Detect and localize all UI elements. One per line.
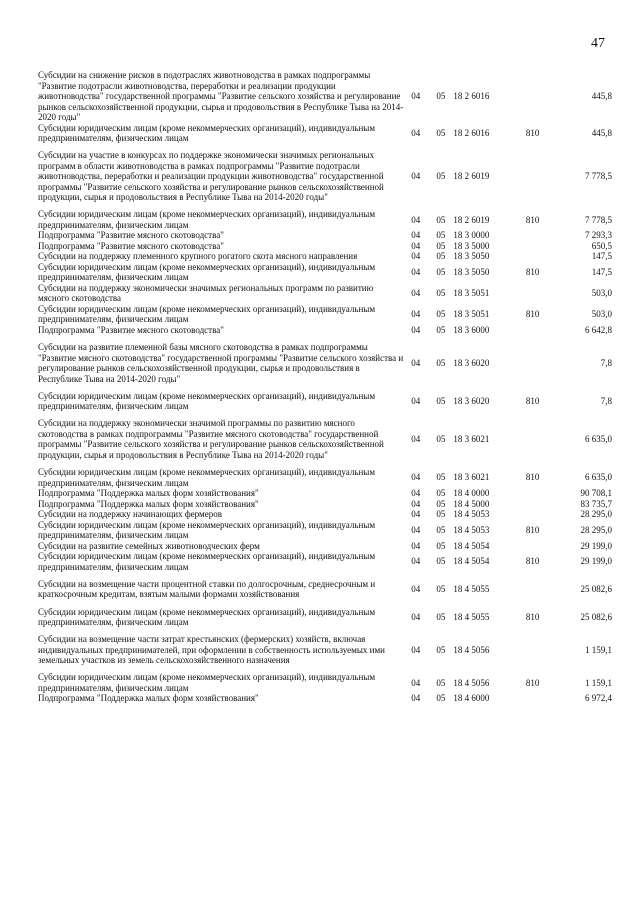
row-section-code: 04 [411, 214, 421, 225]
row-subsection-code: 05 [436, 309, 446, 320]
row-subsection-code: 05 [436, 498, 446, 509]
row-amount: 147,5 [591, 267, 612, 278]
row-section-code: 04 [411, 91, 421, 101]
row-section-code: 04 [411, 434, 421, 445]
row-amount: 445,8 [591, 127, 612, 138]
row-subsection-code: 05 [436, 267, 446, 278]
row-expense-type-code [518, 150, 547, 203]
row-expense-type-code: 810 [525, 472, 540, 483]
row-subsection-code: 05 [436, 240, 446, 251]
row-subsection-code: 05 [436, 171, 446, 182]
row-name: Субсидии юридическим лицам (кроме некоммерческих организаций), индивидуальным предпринимателям, физическим лицам [38, 606, 376, 627]
row-target-article-code: 18 3 6021 [453, 434, 490, 445]
row-target-article-code: 18 4 5056 [453, 677, 490, 688]
table-row [38, 342, 612, 384]
row-target-article-code: 18 4 5054 [453, 556, 490, 567]
row-spacer-cell [38, 628, 612, 635]
row-subsection-code: 05 [436, 127, 446, 138]
row-expense-type-code [518, 499, 547, 510]
row-amount: 28 295,0 [580, 524, 612, 535]
row-target-article-code: 18 4 5054 [453, 540, 490, 551]
row-subsection-code: 05 [436, 584, 446, 595]
table-row [38, 693, 612, 704]
row-amount: 29 199,0 [580, 540, 612, 551]
row-expense-type-code [518, 579, 547, 600]
table-row [38, 418, 612, 460]
row-name: Субсидии юридическим лицам (кроме некоммерческих организаций), индивидуальным предпринимателям, физическим лицам [38, 303, 376, 325]
row-name: Субсидии юридическим лицам (кроме некоммерческих организаций), индивидуальным предпринимателям, физическим лицам [38, 390, 376, 412]
row-target-article-code: 18 2 6019 [453, 214, 490, 225]
row-amount: 25 082,6 [580, 584, 612, 595]
row-amount: 25 082,6 [580, 611, 612, 622]
row-section-code: 04 [411, 498, 421, 509]
row-amount: 503,0 [591, 309, 612, 320]
row-name: Подпрограмма "Поддержка малых форм хозяйствования" [38, 693, 259, 704]
row-name: Субсидии юридическим лицам (кроме некоммерческих организаций), индивидуальным предпринимателям, физическим лицам [38, 209, 376, 230]
row-spacer [38, 460, 612, 467]
row-amount: 6 635,0 [585, 472, 612, 483]
table-row [38, 467, 612, 488]
row-expense-type-code: 810 [525, 127, 540, 138]
row-target-article-code: 18 4 5056 [453, 644, 490, 655]
row-section-code: 04 [411, 127, 421, 138]
table-row [38, 70, 612, 123]
row-section-code: 04 [411, 309, 421, 320]
budget-table [38, 70, 612, 704]
table-row [38, 209, 612, 230]
row-subsection-code: 05 [436, 472, 446, 483]
row-spacer-cell [38, 384, 612, 391]
table-row [38, 551, 612, 572]
table-row [38, 488, 612, 499]
row-name: Субсидии на поддержку экономически значимых региональных программ по развитию мясного скотоводства [38, 282, 374, 304]
table-row [38, 579, 612, 600]
row-spacer-cell [38, 203, 612, 210]
row-amount: 6 635,0 [585, 434, 612, 445]
row-section-code: 04 [411, 524, 421, 535]
row-expense-type-code [518, 325, 547, 336]
row-spacer-cell [38, 412, 612, 419]
row-target-article-code: 18 4 5053 [453, 509, 490, 520]
row-amount: 28 295,0 [580, 509, 612, 520]
row-expense-type-code [518, 418, 547, 460]
row-name: Субсидии юридическим лицам (кроме некоммерческих организаций), индивидуальным предпринимателям, физическим лицам [38, 551, 376, 572]
row-spacer [38, 666, 612, 673]
row-name: Субсидии на поддержку племенного крупного рогатого скота мясного направления [38, 251, 358, 262]
row-subsection-code: 05 [436, 540, 446, 551]
row-expense-type-code: 810 [525, 309, 540, 320]
row-target-article-code: 18 4 5055 [453, 584, 490, 595]
row-target-article-code: 18 3 6021 [453, 472, 490, 483]
row-section-code: 04 [411, 267, 421, 278]
row-target-article-code: 18 4 6000 [453, 693, 490, 704]
row-amount: 7,8 [600, 396, 612, 406]
row-amount: 7 778,5 [585, 171, 612, 182]
row-target-article-code: 18 3 5050 [453, 251, 490, 262]
row-name: Субсидии юридическим лицам (кроме некоммерческих организаций), индивидуальным предпринимателям, физическим лицам [38, 672, 376, 693]
table-row [38, 541, 612, 552]
row-name: Субсидии юридическим лицам (кроме некоммерческих организаций), индивидуальным предпринимателям, физическим лицам [38, 519, 376, 541]
page-number: 47 [591, 36, 605, 51]
row-expense-type-code: 810 [525, 677, 540, 688]
row-subsection-code: 05 [436, 488, 446, 499]
row-name: Субсидии на возмещение части процентной ставки по долгосрочным, среднесрочным и краткосрочным кредитам, взятым малыми формами хозяйствования [38, 578, 376, 600]
row-amount: 445,8 [591, 91, 612, 101]
row-spacer-cell [38, 335, 612, 342]
row-name: Подпрограмма "Развитие мясного скотоводства" [38, 324, 224, 335]
row-subsection-code: 05 [436, 611, 446, 622]
row-expense-type-code: 810 [525, 267, 540, 278]
table-row [38, 325, 612, 336]
row-subsection-code: 05 [436, 677, 446, 688]
row-name: Подпрограмма "Развитие мясного скотоводства" [38, 230, 224, 241]
row-spacer [38, 628, 612, 635]
row-spacer-cell [38, 600, 612, 607]
row-section-code: 04 [411, 324, 421, 335]
row-expense-type-code [518, 634, 547, 666]
row-target-article-code: 18 3 0000 [453, 230, 490, 241]
row-target-article-code: 18 3 5051 [453, 309, 490, 320]
row-subsection-code: 05 [436, 434, 446, 445]
row-spacer [38, 600, 612, 607]
row-target-article-code: 18 3 6020 [453, 357, 490, 368]
row-spacer [38, 384, 612, 391]
budget-table-body [38, 70, 612, 704]
table-row [38, 241, 612, 252]
row-section-code: 04 [411, 693, 421, 704]
row-section-code: 04 [411, 677, 421, 688]
table-row [38, 672, 612, 693]
table-row [38, 304, 612, 325]
row-expense-type-code [518, 230, 547, 241]
row-expense-type-code: 810 [525, 611, 540, 622]
row-section-code: 04 [411, 171, 421, 182]
row-subsection-code: 05 [436, 556, 446, 567]
table-row [38, 150, 612, 203]
row-target-article-code: 18 3 6020 [453, 396, 490, 406]
row-subsection-code: 05 [436, 214, 446, 225]
row-section-code: 04 [411, 644, 421, 655]
row-expense-type-code [518, 693, 547, 704]
row-section-code: 04 [411, 509, 421, 520]
row-expense-type-code [518, 283, 547, 304]
row-section-code: 04 [411, 611, 421, 622]
row-amount: 83 735,7 [580, 498, 612, 509]
row-target-article-code: 18 3 5000 [453, 240, 490, 251]
row-name: Субсидии юридическим лицам (кроме некоммерческих организаций), индивидуальным предпринимателям, физическим лицам [38, 261, 376, 283]
row-target-article-code: 18 4 5055 [453, 611, 490, 622]
row-name: Подпрограмма "Поддержка малых форм хозяйствования" [38, 498, 259, 509]
row-subsection-code: 05 [436, 396, 446, 406]
row-spacer-cell [38, 144, 612, 151]
row-expense-type-code [518, 541, 547, 552]
row-spacer-cell [38, 460, 612, 467]
row-target-article-code: 18 3 6000 [453, 324, 490, 335]
row-subsection-code: 05 [436, 91, 446, 101]
table-row [38, 509, 612, 520]
row-section-code: 04 [411, 488, 421, 499]
row-amount: 29 199,0 [580, 556, 612, 567]
table-row [38, 520, 612, 541]
row-amount: 650,5 [591, 240, 612, 251]
row-section-code: 04 [411, 556, 421, 567]
row-name: Субсидии на развитие племенной базы мясного скотоводства в рамках подпрограммы "Развитие мясного скотоводства" государственной программы "Развитие сельского хозяйства и регулирование рынков сельскохозяйственной продукции, сырья и продовольствия в Республике Тыва на 2014-2020 годы" [38, 342, 404, 384]
row-name: Субсидии на участие в конкурсах по поддержке экономически значимых региональных программ в области животноводства в рамках подпрограммы "Развитие подотрасли животноводства, переработки и реализации продукции животноводства" государственной программы "Развитие сельского хозяйства и регулирование рынков сельскохозяйственной продукции, сырья и продовольствия в Республике Тыва на 2014-2020 годы" [38, 150, 384, 203]
row-subsection-code: 05 [436, 509, 446, 520]
row-section-code: 04 [411, 288, 421, 299]
row-target-article-code: 18 3 5051 [453, 288, 490, 299]
row-name: Субсидии на поддержку начинающих фермеров [38, 509, 222, 520]
row-amount: 503,0 [591, 288, 612, 299]
row-spacer [38, 412, 612, 419]
row-spacer [38, 144, 612, 151]
row-name: Субсидии на снижение рисков в подотраслях животноводства в рамках подпрограммы "Развитие подотрасли животноводства, переработки и реализации продукции животноводства" государственной программы "Развитие сельского хозяйства и регулирование рынков сельскохозяйственной продукции, сырья и продовольствия в Республике Тыва на 2014-2020 годы" [38, 70, 404, 122]
table-row [38, 499, 612, 510]
table-row [38, 283, 612, 304]
row-spacer [38, 335, 612, 342]
row-name: Субсидии на развитие семейных животноводческих ферм [38, 540, 260, 551]
row-subsection-code: 05 [436, 324, 446, 335]
row-target-article-code: 18 4 5000 [453, 498, 490, 509]
row-target-article-code: 18 2 6016 [453, 91, 490, 101]
table-row [38, 607, 612, 628]
row-name: Субсидии на поддержку экономически значимой программы по развитию мясного скотоводства в рамках подпрограммы "Развитие мясного скотоводства" государственной программы "Развитие сельского хозяйства и регулирование рынков сельскохозяйственной продукции, сырья и продовольствия в Республике Тыва на 2014-2020 годы" [38, 418, 384, 460]
table-row [38, 634, 612, 666]
row-amount: 7 778,5 [585, 214, 612, 225]
row-subsection-code: 05 [436, 251, 446, 262]
row-subsection-code: 05 [436, 230, 446, 241]
row-name: Подпрограмма "Развитие мясного скотоводства" [38, 240, 224, 251]
row-amount: 1 159,1 [585, 644, 612, 655]
row-spacer [38, 572, 612, 579]
row-expense-type-code: 810 [525, 556, 540, 567]
row-amount: 90 708,1 [580, 488, 612, 499]
row-expense-type-code [518, 70, 547, 123]
row-section-code: 04 [411, 230, 421, 241]
row-subsection-code: 05 [436, 288, 446, 299]
row-amount: 7,8 [600, 357, 612, 368]
row-subsection-code: 05 [436, 644, 446, 655]
row-subsection-code: 05 [436, 693, 446, 704]
row-target-article-code: 18 4 0000 [453, 488, 490, 499]
row-amount: 6 642,8 [585, 324, 612, 335]
table-row [38, 262, 612, 283]
row-section-code: 04 [411, 240, 421, 251]
row-section-code: 04 [411, 251, 421, 262]
table-row [38, 123, 612, 144]
row-target-article-code: 18 2 6016 [453, 127, 490, 138]
row-section-code: 04 [411, 584, 421, 595]
row-subsection-code: 05 [436, 357, 446, 368]
table-row [38, 251, 612, 262]
row-spacer [38, 203, 612, 210]
row-target-article-code: 18 2 6019 [453, 171, 490, 182]
row-expense-type-code: 810 [525, 524, 540, 535]
row-target-article-code: 18 3 5050 [453, 267, 490, 278]
row-section-code: 04 [411, 472, 421, 483]
table-row [38, 391, 612, 412]
row-target-article-code: 18 4 5053 [453, 524, 490, 535]
table-row [38, 230, 612, 241]
row-section-code: 04 [411, 540, 421, 551]
row-name: Субсидии на возмещение части затрат крестьянских (фермерских) хозяйств, включая индивидуальных предпринимателей, при оформлении в собственность используемых ими земельных участков из земель сельскохозяйственного назначения [38, 634, 385, 666]
row-expense-type-code [518, 251, 547, 262]
row-amount: 7 293,3 [585, 230, 612, 241]
row-amount: 1 159,1 [585, 677, 612, 688]
row-expense-type-code [518, 241, 547, 252]
row-expense-type-code: 810 [525, 396, 540, 406]
row-name: Субсидии юридическим лицам (кроме некоммерческих организаций), индивидуальным предпринимателям, физическим лицам [38, 467, 376, 488]
row-section-code: 04 [411, 357, 421, 368]
row-amount: 6 972,4 [585, 693, 612, 704]
row-expense-type-code [518, 509, 547, 520]
row-expense-type-code [518, 342, 547, 384]
row-subsection-code: 05 [436, 524, 446, 535]
row-name: Субсидии юридическим лицам (кроме некоммерческих организаций), индивидуальным предпринимателям, физическим лицам [38, 122, 376, 143]
row-section-code: 04 [411, 396, 421, 406]
row-spacer-cell [38, 572, 612, 579]
row-name: Подпрограмма "Поддержка малых форм хозяйствования" [38, 488, 259, 499]
row-expense-type-code [518, 488, 547, 499]
row-expense-type-code: 810 [525, 214, 540, 225]
row-amount: 147,5 [591, 251, 612, 262]
row-spacer-cell [38, 666, 612, 673]
